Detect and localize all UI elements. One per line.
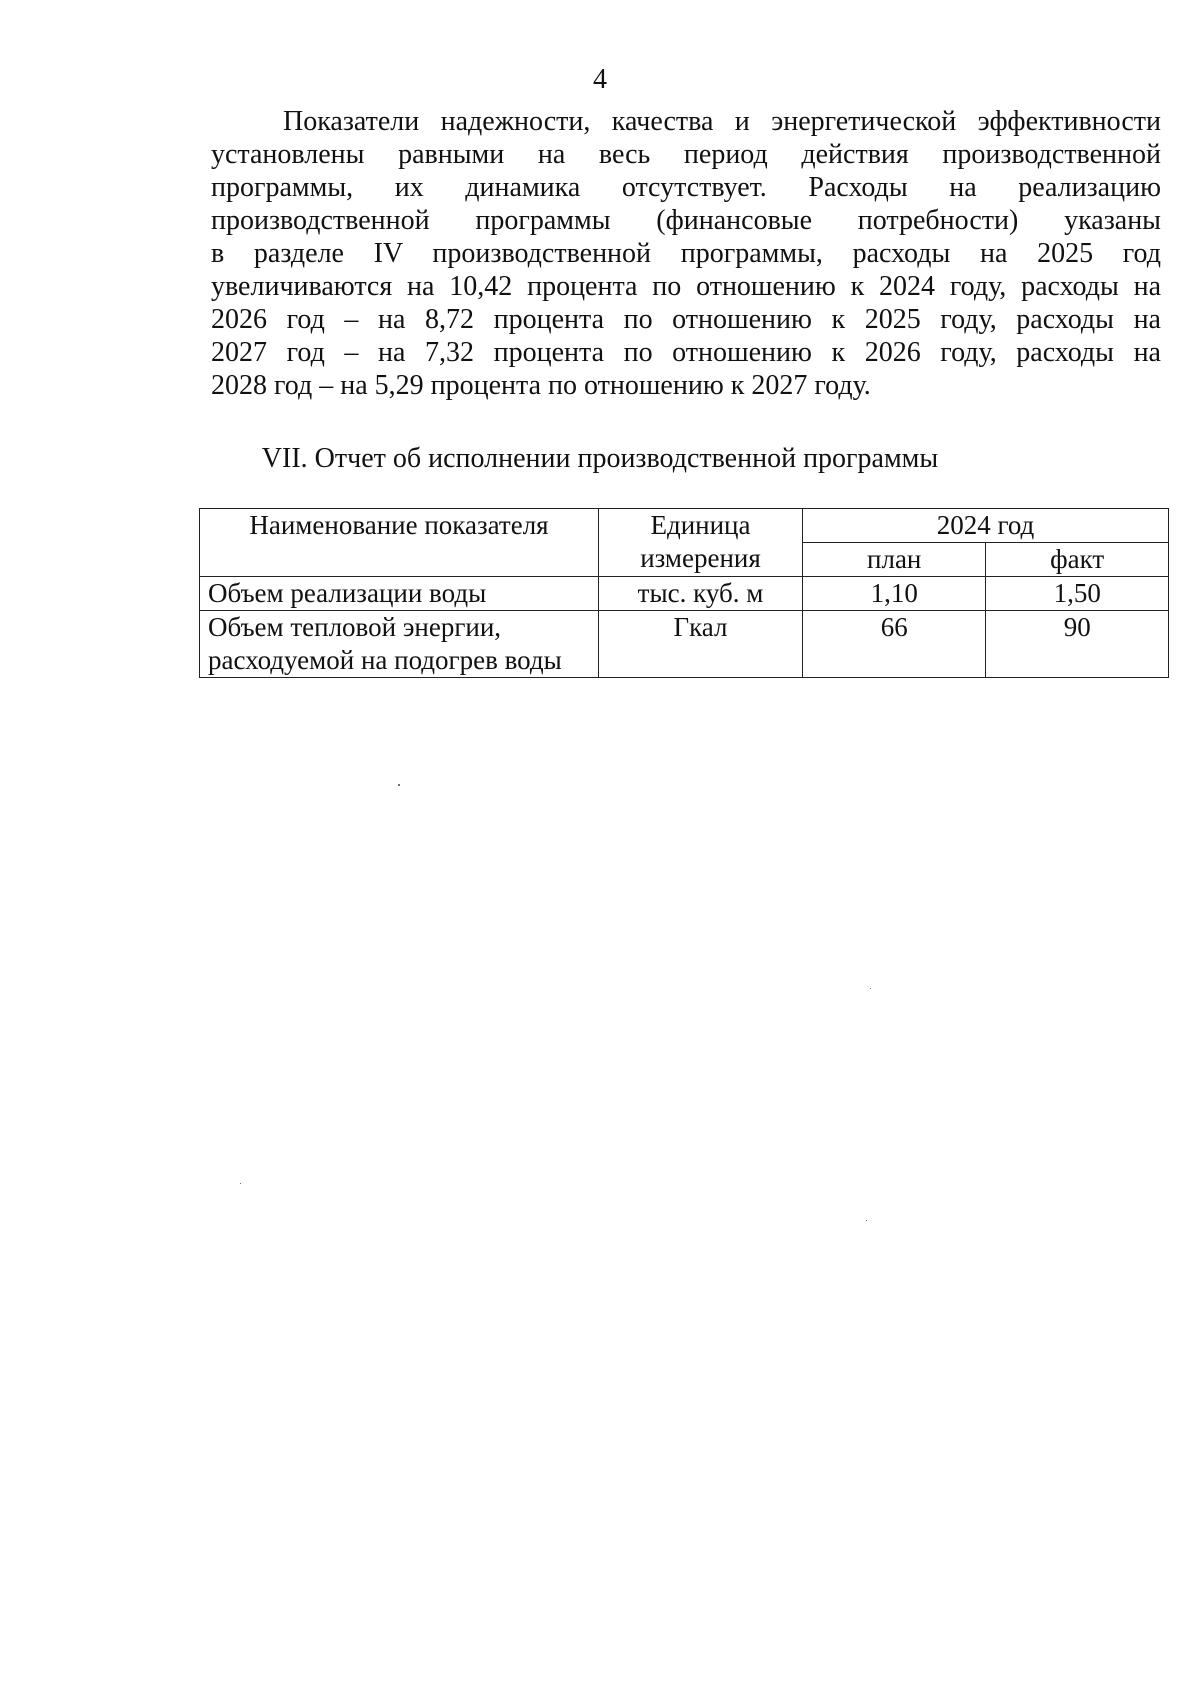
- column-header-year: 2024 год: [803, 509, 1169, 543]
- paragraph-line: производственной программы (финансовые потребности) указаны: [211, 205, 1161, 236]
- table-row: [200, 611, 1169, 678]
- paragraph-line: увеличиваются на 10,42 процента по отношению к 2024 году, расходы на: [211, 271, 1161, 302]
- paragraph-line: установлены равными на весь период действия производственной: [211, 139, 1161, 170]
- table-header-row: [200, 509, 1169, 543]
- column-header-fact: факт: [986, 543, 1169, 577]
- cell-unit: Гкал: [599, 611, 803, 678]
- section-title: VII. Отчет об исполнении производственной программы: [261, 443, 939, 474]
- cell-indicator: Объем тепловой энергии, расходуемой на подогрев воды: [200, 611, 599, 678]
- cell-plan: 66: [803, 611, 986, 678]
- cell-indicator: Объем реализации воды: [200, 577, 599, 611]
- scan-speck: [240, 1183, 241, 1184]
- paragraph-line: программы, их динамика отсутствует. Расходы на реализацию: [211, 172, 1161, 203]
- column-header-indicator: Наименование показателя: [200, 509, 599, 577]
- cell-unit: тыс. куб. м: [599, 577, 803, 611]
- paragraph-line: 2027 год – на 7,32 процента по отношению к 2026 году, расходы на: [211, 337, 1161, 368]
- column-header-unit: Единица измерения: [599, 509, 803, 577]
- paragraph-line: 2026 год – на 8,72 процента по отношению к 2025 году, расходы на: [211, 304, 1161, 335]
- column-header-plan: план: [803, 543, 986, 577]
- page-number: 4: [593, 64, 607, 95]
- table-row: [200, 577, 1169, 611]
- paragraph-line: в разделе IV производственной программы, расходы на 2025 год: [211, 238, 1161, 269]
- scan-speck: [866, 1220, 867, 1221]
- report-table: [199, 508, 1169, 678]
- body-paragraph: [211, 105, 1161, 402]
- cell-fact: 1,50: [986, 577, 1169, 611]
- scan-speck: [870, 988, 871, 989]
- cell-fact: 90: [986, 611, 1169, 678]
- cell-plan: 1,10: [803, 577, 986, 611]
- paragraph-line: 2028 год – на 5,29 процента по отношению к 2027 году.: [211, 370, 871, 401]
- paragraph-line: Показатели надежности, качества и энергетической эффективности: [283, 106, 1161, 137]
- scan-speck: [398, 784, 400, 786]
